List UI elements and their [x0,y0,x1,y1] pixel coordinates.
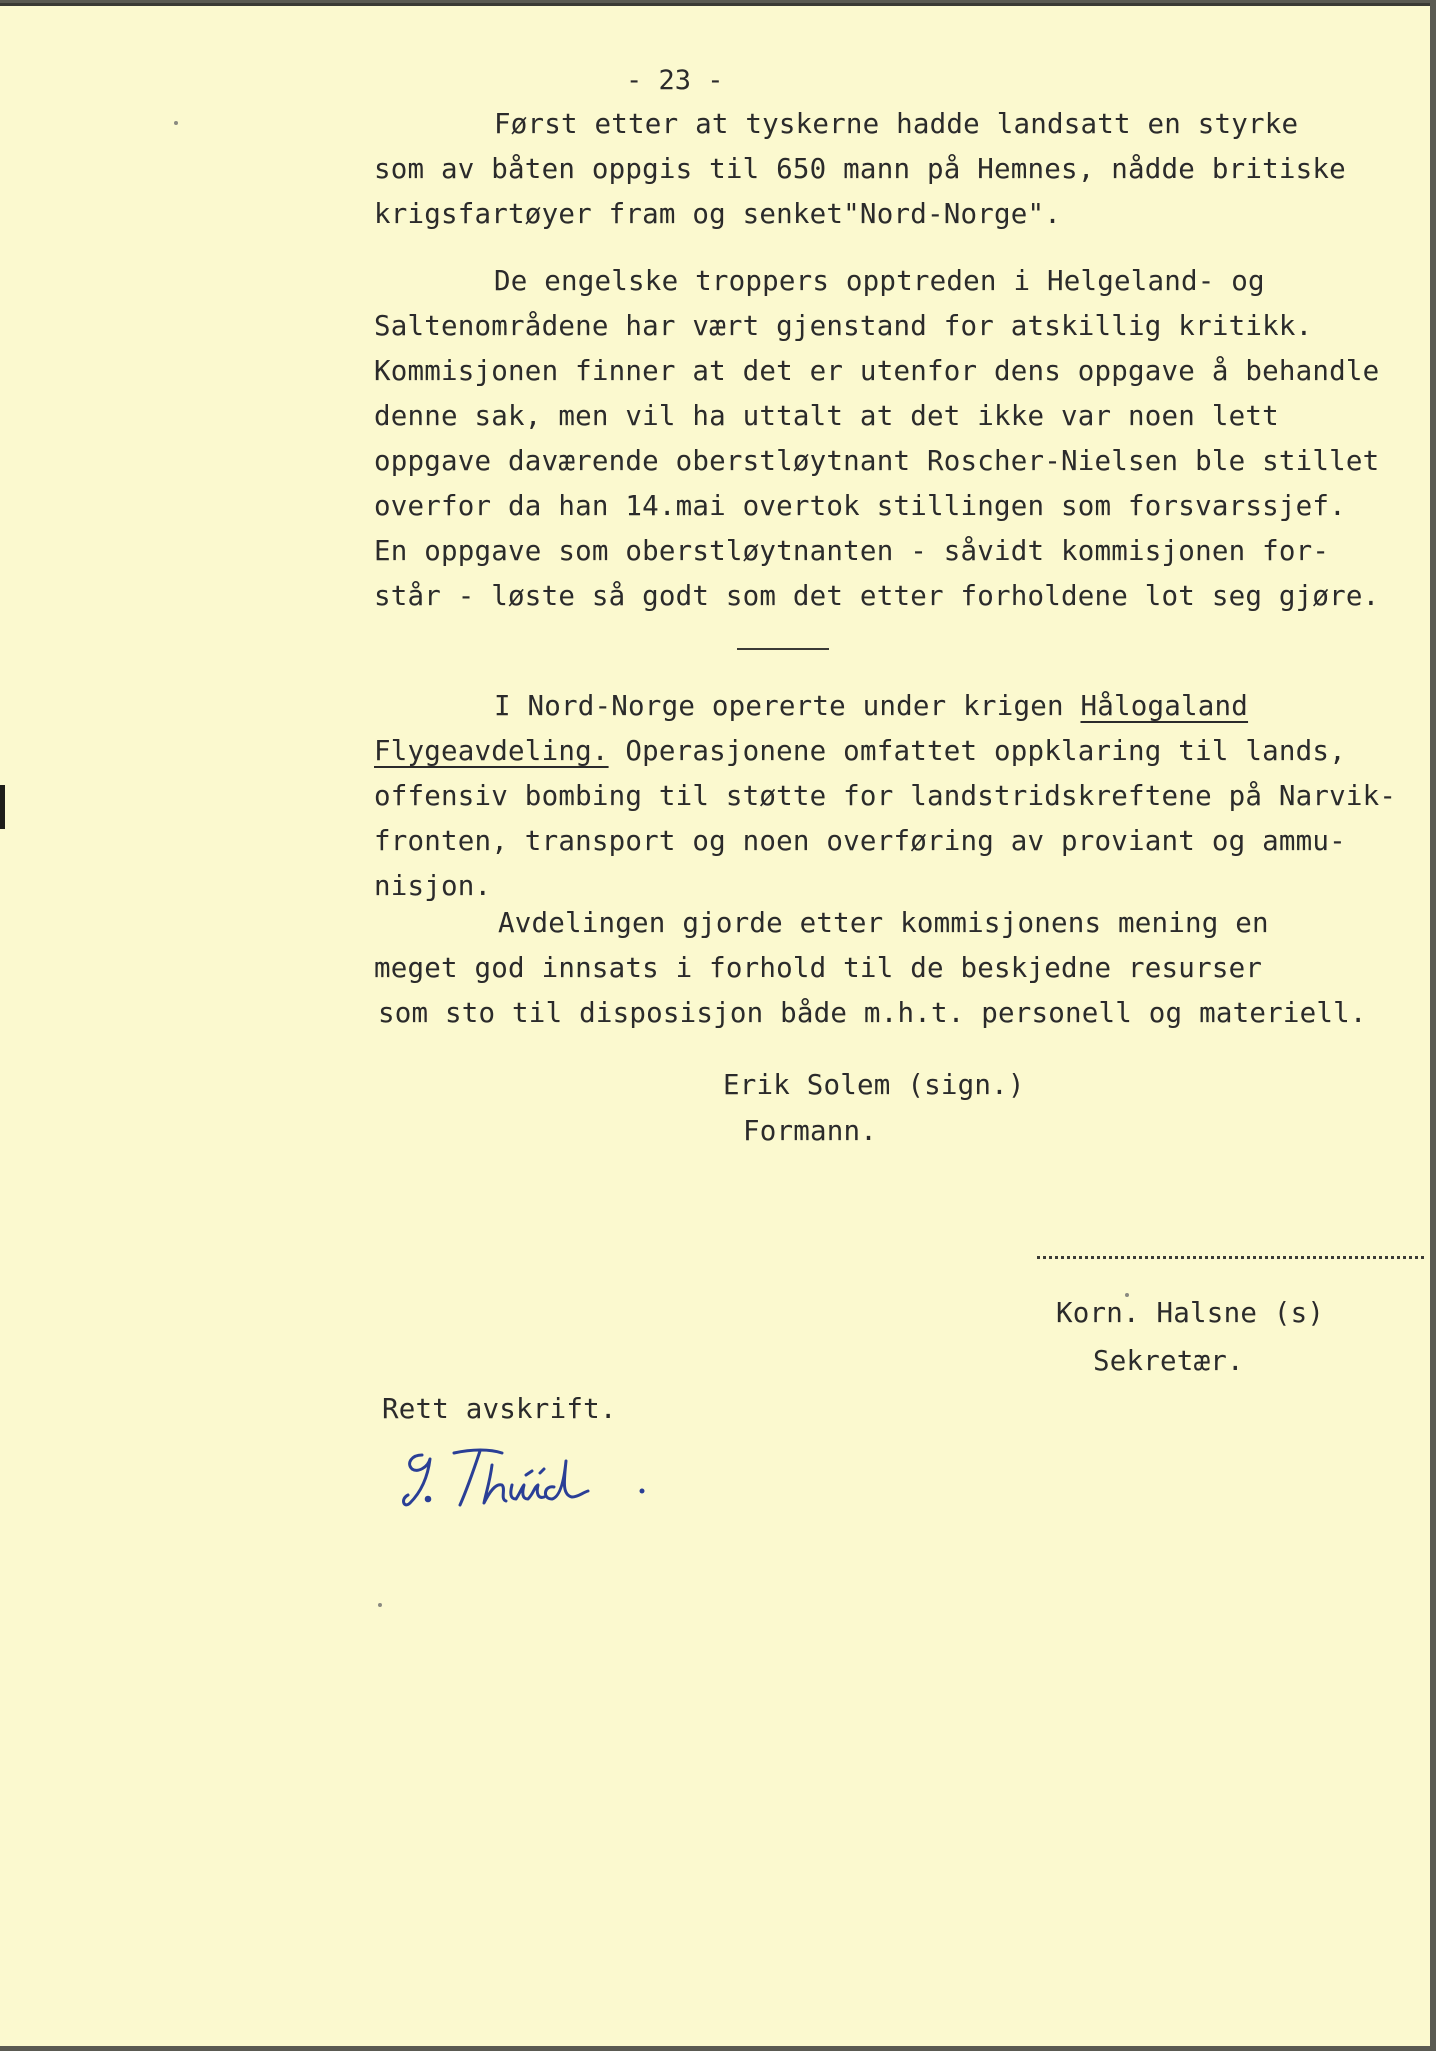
paragraph-3-line-5: nisjon. [374,870,492,902]
paper-speck [1125,1293,1129,1297]
paragraph-1-line-1: Først etter at tyskerne hadde landsatt en styrke [494,108,1299,140]
paragraph-2-line-5: oppgave daværende oberstløytnant Roscher-Nielsen ble stillet [374,445,1380,477]
chairman-title: Formann. [743,1115,878,1147]
underlined-unit-name-part-1: Hålogaland [1080,690,1249,722]
paper-speck [378,1603,382,1607]
page-number: - 23 - [626,65,724,96]
paragraph-4-line-3: som sto til disposisjon både m.h.t. personell og materiell. [378,997,1367,1029]
paragraph-3-line-2 [374,735,1346,767]
handwritten-signature [394,1441,654,1521]
paragraph-2-line-8: står - løste så godt som det etter forholdene lot seg gjøre. [374,580,1380,612]
paragraph-3-line-2-text: Operasjonene omfattet oppklaring til lands, [608,735,1346,767]
paragraph-2-line-2: Saltenområdene har vært gjenstand for atskillig kritikk. [374,310,1313,342]
secretary-signature-line [1037,1256,1424,1259]
paragraph-2-line-4: denne sak, men vil ha uttalt at det ikke var noen lett [374,400,1279,432]
secretary-name: Korn. Halsne (s) [1056,1297,1325,1329]
paragraph-2-line-7: En oppgave som oberstløytnanten - såvidt kommisjonen for- [374,535,1330,567]
chairman-name: Erik Solem (sign.) [723,1069,1025,1101]
paragraph-4-line-2: meget god innsats i forhold til de beskjedne resurser [374,952,1263,984]
paragraph-3-line-1 [494,690,1249,722]
section-divider [737,648,829,650]
paragraph-4-line-1: Avdelingen gjorde etter kommisjonens mening en [498,907,1269,939]
paragraph-1-line-3: krigsfartøyer fram og senket"Nord-Norge". [374,198,1062,230]
underlined-unit-name-part-2: Flygeavdeling. [374,735,609,767]
paragraph-3-line-3: offensiv bombing til støtte for landstridskreftene på Narvik- [374,780,1397,812]
paragraph-3-line-4: fronten, transport og noen overføring av proviant og ammu- [374,825,1346,857]
secretary-title: Sekretær. [1093,1345,1244,1377]
paragraph-3-line-1-text: I Nord-Norge opererte under krigen [494,690,1081,722]
certification-label: Rett avskrift. [382,1393,617,1425]
paragraph-2-line-3: Kommisjonen finner at det er utenfor dens oppgave å behandle [374,355,1380,387]
scan-edge-mark [0,785,5,829]
page-top-edge [0,3,1430,6]
paragraph-2-line-6: overfor da han 14.mai overtok stillingen som forsvarssjef. [374,490,1346,522]
paper-speck [174,121,178,125]
paragraph-2-line-1: De engelske troppers opptreden i Helgeland- og [494,265,1265,297]
paragraph-1-line-2: som av båten oppgis til 650 mann på Hemnes, nådde britiske [374,153,1346,185]
document-page [0,3,1430,2046]
